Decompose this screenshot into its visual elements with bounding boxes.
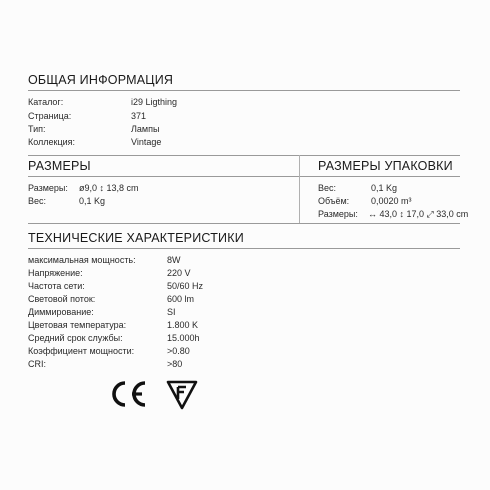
- spec-value: SI: [167, 307, 176, 317]
- package-row: [318, 209, 486, 220]
- dimension-label: Вес:: [28, 196, 47, 206]
- spec-value: >0.80: [167, 346, 190, 356]
- package-row: [318, 196, 478, 207]
- package-value: 0,0020 m³: [371, 196, 412, 206]
- divider: [28, 90, 460, 91]
- spec-row: [28, 255, 288, 266]
- dimensions-title: РАЗМЕРЫ: [28, 159, 91, 173]
- info-label: Каталог:: [28, 97, 64, 107]
- dimension-row: [28, 196, 288, 207]
- info-value: Лампы: [131, 124, 160, 134]
- spec-row: [28, 346, 288, 357]
- info-row: [28, 111, 228, 122]
- package-value: 0,1 Kg: [371, 183, 398, 193]
- spec-label: максимальная мощность:: [28, 255, 136, 265]
- dimension-value: ø9,0 ↕ 13,8 cm: [79, 183, 139, 193]
- info-row: [28, 97, 228, 108]
- info-label: Страница:: [28, 111, 72, 121]
- technical-title: ТЕХНИЧЕСКИЕ ХАРАКТЕРИСТИКИ: [28, 231, 244, 245]
- column-divider: [299, 155, 300, 223]
- spec-label: Диммирование:: [28, 307, 94, 317]
- dimension-value: 0,1 Kg: [79, 196, 106, 206]
- package-value: ↔ 43,0 ↕ 17,0 ⤢ 33,0 cm: [368, 209, 469, 219]
- package-label: Вес:: [318, 183, 337, 193]
- info-row: [28, 137, 228, 148]
- spec-row: [28, 268, 288, 279]
- divider: [28, 223, 460, 224]
- dimension-row: [28, 183, 288, 194]
- general-info-title: ОБЩАЯ ИНФОРМАЦИЯ: [28, 73, 174, 87]
- spec-label: CRI:: [28, 359, 46, 369]
- info-value: Vintage: [131, 137, 162, 147]
- package-label: Объём:: [318, 196, 350, 206]
- package-title: РАЗМЕРЫ УПАКОВКИ: [318, 159, 453, 173]
- spec-label: Частота сети:: [28, 281, 85, 291]
- divider: [28, 155, 460, 156]
- spec-label: Напряжение:: [28, 268, 83, 278]
- dimension-label: Размеры:: [28, 183, 68, 193]
- spec-value: 1.800 K: [167, 320, 199, 330]
- spec-value: 50/60 Hz: [167, 281, 204, 291]
- divider: [300, 176, 460, 177]
- info-value: i29 Ligthing: [131, 97, 178, 107]
- package-label: Размеры:: [318, 209, 358, 219]
- spec-value: 8W: [167, 255, 181, 265]
- spec-label: Световой поток:: [28, 294, 96, 304]
- info-label: Коллекция:: [28, 137, 76, 147]
- spec-label: Средний срок службы:: [28, 333, 123, 343]
- info-label: Тип:: [28, 124, 46, 134]
- spec-row: [28, 359, 288, 370]
- info-row: [28, 124, 228, 135]
- spec-row: [28, 281, 288, 292]
- spec-row: [28, 333, 288, 344]
- f-triangle-icon: [165, 379, 199, 411]
- spec-row: [28, 294, 288, 305]
- package-row: [318, 183, 478, 194]
- spec-value: >80: [167, 359, 183, 369]
- spec-label: Цветовая температура:: [28, 320, 127, 330]
- ce-mark-icon: [107, 379, 149, 409]
- info-value: 371: [131, 111, 147, 121]
- spec-value: 220 V: [167, 268, 191, 278]
- spec-label: Коэффициент мощности:: [28, 346, 135, 356]
- spec-row: [28, 307, 288, 318]
- spec-value: 600 lm: [167, 294, 195, 304]
- spec-row: [28, 320, 288, 331]
- divider: [28, 248, 460, 249]
- spec-value: 15.000h: [167, 333, 200, 343]
- divider: [28, 176, 299, 177]
